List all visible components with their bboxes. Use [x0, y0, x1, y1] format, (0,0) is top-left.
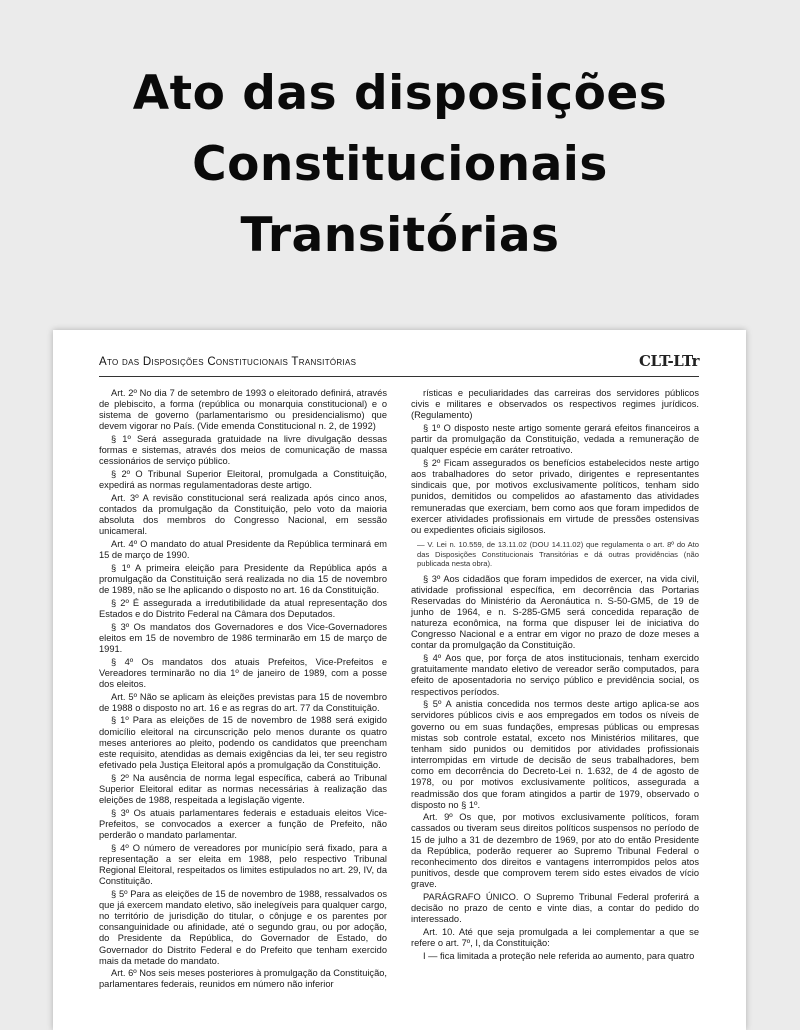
- paragraph: Art. 10. Até que seja promulgada a lei complementar a que se refere o art. 7º, I, da Constituição:: [411, 926, 699, 949]
- paragraph: § 2º Na ausência de norma legal específica, caberá ao Tribunal Superior Eleitoral editar as normas necessárias à realização das eleições de 1988, respeitada a legislação vigente.: [99, 772, 387, 805]
- paragraph: Art. 3º A revisão constitucional será realizada após cinco anos, contados da promulgação da Constituição, pelo voto da maioria absoluta dos membros do Congresso Nacional, em sessão unicameral.: [99, 492, 387, 537]
- paragraph: § 5º A anistia concedida nos termos deste artigo aplica-se aos servidores públicos civis e aos empregados em todos os níveis de governo ou em suas fundações, empresas públicas ou empresas mistas sob controle estatal, exceto nos Ministérios militares, que tenham sido punidos ou demitidos por atividades profissionais interrompidas em virtude de decisão de seus trabalhadores, bem como em decorrência do Decreto-Lei n. 1.632, de 4 de agosto de 1978, ou por motivos exclusivamente políticos, assegurada a readmissão dos que foram atingidos a partir de 1979, observado o disposto no § 1º.: [411, 699, 699, 810]
- paragraph: § 2º O Tribunal Superior Eleitoral, promulgada a Constituição, expedirá as normas regulamentadoras deste artigo.: [99, 469, 387, 491]
- headline-line-2: Constitucionais: [192, 137, 608, 192]
- paragraph: § 3º Os mandatos dos Governadores e dos Vice-Governadores eleitos em 15 de novembro de 1986 terminarão em 15 de março de 1991.: [99, 621, 387, 654]
- paragraph: § 2º É assegurada a irredutibilidade da atual representação dos Estados e do Distrito Federal na Câmara dos Deputados.: [99, 597, 387, 619]
- left-text-column: [99, 388, 387, 992]
- publisher-logo: CLT-LTr: [639, 352, 699, 370]
- paragraph: PARÁGRAFO ÚNICO. O Supremo Tribunal Federal proferirá a decisão no prazo de cento e vinte dias, a contar do pedido do interessado.: [411, 891, 699, 925]
- paragraph: § 4º Os mandatos dos atuais Prefeitos, Vice-Prefeitos e Vereadores terminarão no dia 1º de janeiro de 1989, com a posse dos eleitos.: [99, 656, 387, 689]
- paragraph: § 1º A primeira eleição para Presidente da República após a promulgação da Constituição será realizada no dia 15 de novembro de 1989, não se lhe aplicando o disposto no art. 16 da Constituição.: [99, 562, 387, 596]
- paragraph: — V. Lei n. 10.559, de 13.11.02 (DOU 14.11.02) que regulamenta o art. 8º do Ato das Disposições Constitucionais Transitórias e dá outras providências (não publicada nesta obra).: [417, 540, 699, 569]
- headline-line-1: Ato das disposições: [132, 66, 668, 121]
- paragraph: § 4º Aos que, por força de atos institucionais, tenham exercido gratuitamente mandato eletivo de vereador serão computados, para efeito de aposentadoria no serviço público e previdência social, os respectivos períodos.: [411, 653, 699, 697]
- headline: [0, 58, 800, 271]
- paragraph: § 1º Será assegurada gratuidade na livre divulgação dessas formas e sistemas, através dos meios de comunicação de massa cessionários de serviço público.: [99, 434, 387, 467]
- paragraph: Art. 2º No dia 7 de setembro de 1993 o eleitorado definirá, através de plebiscito, a forma (república ou monarquia constitucional) e o sistema de governo (parlamentarismo ou presidencialismo) que devem vigorar no País. (Vide emenda Constitucional n. 2, de 1992): [99, 388, 387, 432]
- paragraph: § 4º O número de vereadores por município será fixado, para a representação a ser eleita em 1988, pelo respectivo Tribunal Regional Eleitoral, respeitados os limites estipulados no art. 29, IV, da Constituição.: [99, 842, 387, 887]
- paragraph: § 1º O disposto neste artigo somente gerará efeitos financeiros a partir da promulgação da Constituição, vedada a remuneração de qualquer espécie em caráter retroativo.: [411, 422, 699, 456]
- paragraph: § 3º Os atuais parlamentares federais e estaduais eleitos Vice-Prefeitos, se convocados a exercer a função de Prefeito, não perderão o mandato parlamentar.: [99, 807, 387, 840]
- paragraph: Art. 9º Os que, por motivos exclusivamente políticos, foram cassados ou tiveram seus direitos políticos suspensos no período de 15 de julho a 31 de dezembro de 1969, por ato do então Presidente da República, poderão requerer ao Supremo Tribunal Federal o reconhecimento dos direitos e vantagens interrompidos pelos atos punitivos, desde que comprovem terem sido estes eivados de vício grave.: [411, 812, 699, 890]
- paragraph: Art. 4º O mandato do atual Presidente da República terminará em 15 de março de 1990.: [99, 539, 387, 561]
- paragraph: § 3º Aos cidadãos que foram impedidos de exercer, na vida civil, atividade profissional específica, em decorrência das Portarias Reservadas do Ministério da Aeronáutica n. S-50-GM5, de 19 de junho de 1964, e n. S-285-GM5 será concedida reparação de natureza econômica, na forma que dispuser lei de iniciativa do Congresso Nacional e a entrar em vigor no prazo de doze meses a contar da promulgação da Constituição.: [411, 573, 699, 651]
- paragraph: Art. 5º Não se aplicam às eleições previstas para 15 de novembro de 1988 o disposto no art. 16 e as regras do art. 77 da Constituição.: [99, 691, 387, 713]
- document-page: [53, 330, 746, 1030]
- paragraph: Art. 6º Nos seis meses posteriores à promulgação da Constituição, parlamentares federais, reunidos em número não inferior: [99, 968, 387, 990]
- paragraph: I — fica limitada a proteção nele referida ao aumento, para quatro: [423, 950, 695, 961]
- right-text-column: [411, 388, 699, 963]
- document-header-title: Ato das Disposições Constitucionais Transitórias: [99, 356, 357, 368]
- document-header: [99, 354, 699, 377]
- paragraph: § 5º Para as eleições de 15 de novembro de 1988, ressalvados os que já exercem mandato eletivo, são inelegíveis para qualquer cargo, no território de jurisdição do titular, o cônjuge e os parentes por consanguinidade ou afinidade, até o segundo grau, ou por adoção, do Presidente da República, do Governador de Estado, do Governador do Distrito Federal e do Prefeito que tenham exercido mais da metade do mandato.: [99, 888, 387, 966]
- paragraph: § 1º Para as eleições de 15 de novembro de 1988 será exigido domicílio eleitoral na circunscrição pelo menos durante os quatro meses anteriores ao pleito, podendo os candidatos que preencham este requisito, atendidas as demais exigências da lei, ter seu registro efetivado pela Justiça Eleitoral após a promulgação da Constituição.: [99, 715, 387, 770]
- headline-line-3: Transitórias: [240, 208, 560, 263]
- paragraph: rísticas e peculiaridades das carreiras dos servidores públicos civis e militares e observados os respectivos regimes jurídicos. (Regulamento): [411, 388, 699, 421]
- paragraph: § 2º Ficam assegurados os benefícios estabelecidos neste artigo aos trabalhadores do setor privado, dirigentes e representantes sindicais que, por motivos exclusivamente políticos, tenham sido punidos, demitidos ou compelidos ao afastamento das atividades remuneradas que exerciam, bem como aos que foram impedidos de exercer atividades profissionais em virtude de pressões ostensivas ou expedientes oficiais sigilosos.: [411, 457, 699, 535]
